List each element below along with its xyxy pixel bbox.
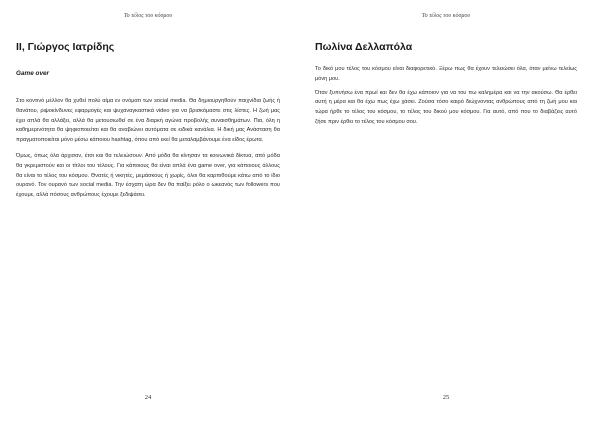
paragraph: Το δικό μου τέλος του κόσμου είναι διαφορετικό. Ξέρω πως θα έχουν τελειώσει όλα, όταν μείνω τελείως μόνη μου.: [315, 66, 577, 82]
left-page: [16, 0, 280, 424]
running-head: Το τέλος του κόσμου: [421, 13, 471, 19]
body-text: [315, 65, 577, 132]
right-page: [315, 0, 577, 424]
paragraph: Όταν ξυπνήσω ένα πρωί και δεν θα έχω κάποιον για να του πω καλημέρα και να την ακούσω. Θα έρθει αυτή η μέρα και θα έχω πως έχω χάσει. Ζούσα τόσο καιρό διώχνοντας ανθρώπους από τη ζωή μου και τώρα ήρθε το τέλος του κόσμου, το τέλος του δικού μου κόσμου. Για αυτό, από που το διαβάζεις αυτό ζήσε πριν έρθει το τέλος του κόσμου σου.: [315, 89, 577, 125]
paragraph: Όμως, όπως όλα άρχισαν, έτσι και θα τελειώσουν. Από μόδα θα κίνησαν τα κοινωνικά δίκτυα, από μόδα θα γκρεμιστούν και οι τίτλοι του τέλους. Για κάποιους θα είναι απλά ένα game over, για κάποιους άλλους θα είναι το τέλος του κόσμου. Θνατές ή νικητές, μεμάσκους ή χωρίς, όλοι θα καρπιθούμε κάτω από το ίδιο ουρανό. Τον ουρανό των social media. Την έσχατη ώρα δεν θα παίξει ρόλο ο ωκεανός των followers που έχουμε, αλλά πόσους ανθρώπους έχουμε ξεδιψάσει.: [16, 152, 280, 199]
page-number: 25: [442, 394, 450, 401]
section-heading: Game over: [16, 70, 50, 77]
running-head: Το τέλος του κόσμου: [123, 13, 173, 19]
chapter-title: Πωλίνα Δελλαπόλα: [315, 41, 413, 53]
body-text: [16, 97, 280, 205]
chapter-title: ΙΙ, Γιώργος Ιατρίδης: [16, 41, 115, 53]
page-number: 24: [144, 394, 152, 401]
paragraph: Στο κοντινό μέλλον θα χυθεί πολύ αίμα εν ονόματι των social media. Θα δημιουργηθούν παιχνίδια ζωής ή θανάτου, ριψοκίνδυνες εφαρμογές και ψυχαναγκαστικά video για να βρισκόμαστε στις λίστες. Η ζωή μας έχει απλά θα αλλάξει, αλλά θα μετουσιωθεί σε ένα διαρκή αγώνα προβολής συναισθημάτων. Πια, όλη η καθημερινότητα θα ψηφιοποιείται και θα αναβιώνει αυτόματα σε ειδικά κανάλια. Η δική μας Ανάσταση θα πραγματοποιείται μόνο μέσω κάποιου hashtag, όπου από εκεί θα μεταλαμβάνουμε ένα είδος έρωτα.: [16, 98, 280, 144]
